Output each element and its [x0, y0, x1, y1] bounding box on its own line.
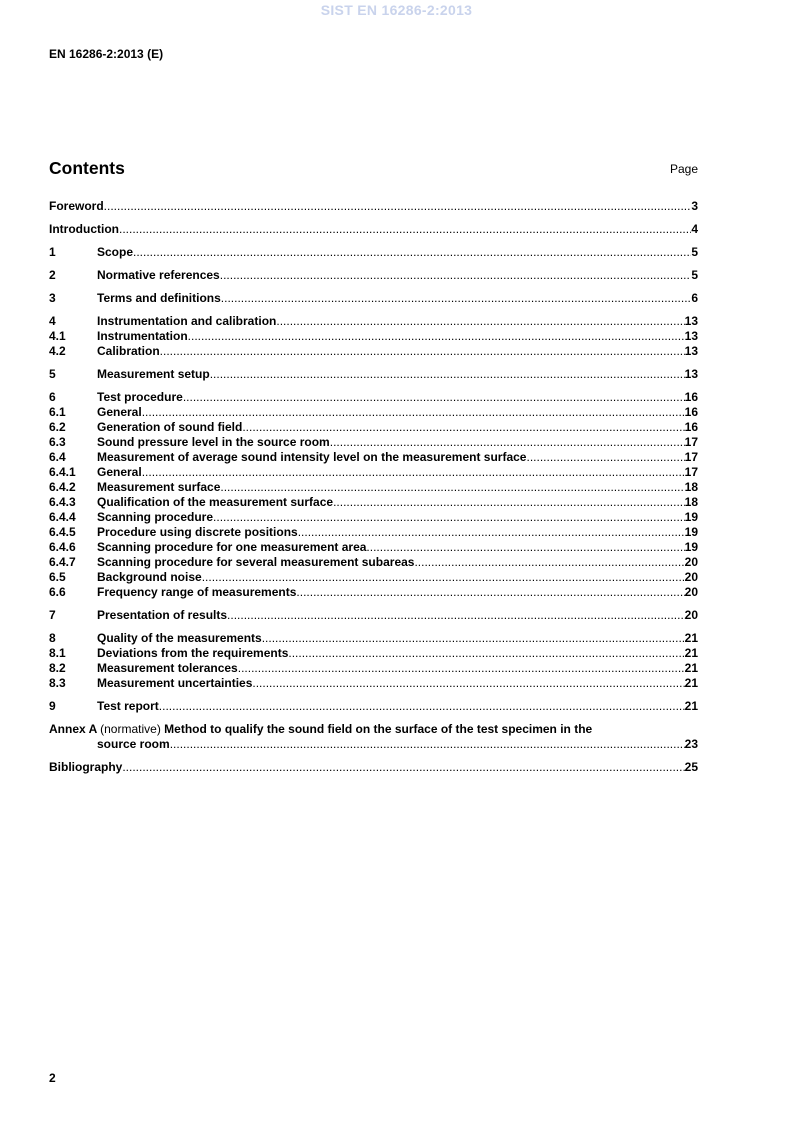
toc-leader — [333, 495, 685, 510]
toc-number: 6.4 — [49, 450, 66, 464]
toc-title: Measurement tolerances — [97, 661, 238, 675]
toc-page: 17 — [684, 435, 698, 449]
toc-number: 6.4.6 — [49, 540, 76, 554]
toc-number: 4.2 — [49, 344, 66, 358]
annex-title: Method to qualify the sound field on the surface of the test specimen in the — [164, 722, 593, 736]
toc-leader — [122, 760, 684, 775]
toc-page: 3 — [691, 199, 698, 213]
toc-title: Procedure using discrete positions — [97, 525, 298, 539]
toc-number: 3 — [49, 291, 56, 305]
toc-number: 1 — [49, 245, 56, 259]
toc-page: 5 — [691, 268, 698, 282]
toc-entry[interactable] — [49, 435, 698, 450]
toc-entry[interactable] — [49, 608, 698, 623]
toc-number: 6 — [49, 390, 56, 404]
toc-entry[interactable] — [49, 405, 698, 420]
toc-entry[interactable] — [49, 367, 698, 382]
toc-title: Generation of sound field — [97, 420, 243, 434]
toc-title: Background noise — [97, 570, 202, 584]
toc-page: 4 — [691, 222, 698, 236]
toc-title: Quality of the measurements — [97, 631, 262, 645]
toc-title: Test procedure — [97, 390, 183, 404]
toc-leader — [142, 405, 685, 420]
toc-number: 6.4.3 — [49, 495, 76, 509]
toc-leader — [221, 291, 692, 306]
toc-page: 19 — [684, 540, 698, 554]
annex-type: (normative) — [100, 722, 161, 736]
toc-number: 4 — [49, 314, 56, 328]
toc-number: 6.4.2 — [49, 480, 76, 494]
toc-title: Terms and definitions — [97, 291, 221, 305]
toc-page: 20 — [684, 585, 698, 599]
toc-page: 19 — [684, 510, 698, 524]
annex-label: Annex A — [49, 722, 97, 736]
toc-entry[interactable] — [49, 480, 698, 495]
annex-title-continued: source room — [97, 737, 170, 751]
toc-leader — [213, 510, 685, 525]
toc-leader — [242, 420, 684, 435]
toc-page: 6 — [691, 291, 698, 305]
toc-entry[interactable] — [49, 495, 698, 510]
toc-title: Sound pressure level in the source room — [97, 435, 330, 449]
toc-number: 6.1 — [49, 405, 66, 419]
toc-leader — [159, 699, 685, 714]
toc-leader — [133, 245, 691, 260]
toc-entry[interactable] — [49, 570, 698, 585]
toc-entry[interactable] — [49, 540, 698, 555]
toc-entry[interactable] — [49, 760, 698, 775]
toc-number: 5 — [49, 367, 56, 381]
toc-entry[interactable] — [49, 314, 698, 329]
toc-page: 20 — [684, 555, 698, 569]
toc-leader — [220, 268, 692, 283]
toc-number: 7 — [49, 608, 56, 622]
toc-title: Bibliography — [49, 760, 123, 774]
toc-leader — [238, 661, 685, 676]
toc-leader — [288, 646, 684, 661]
toc-leader — [104, 199, 692, 214]
toc-page: 16 — [684, 390, 698, 404]
toc-page: 18 — [684, 495, 698, 509]
toc-page: 21 — [684, 631, 698, 645]
toc-title: Introduction — [49, 222, 119, 236]
toc-leader — [296, 585, 684, 600]
toc-number: 6.4.1 — [49, 465, 76, 479]
toc-page: 21 — [684, 646, 698, 660]
toc-number: 6.2 — [49, 420, 66, 434]
toc-page: 5 — [691, 245, 698, 259]
toc-page: 16 — [684, 420, 698, 434]
toc-title: Scope — [97, 245, 134, 259]
page-column-label: Page — [669, 162, 698, 176]
toc-leader — [183, 390, 685, 405]
toc-number: 6.4.4 — [49, 510, 76, 524]
watermark: SIST EN 16286-2:2013 — [320, 2, 473, 18]
toc-title: Frequency range of measurements — [97, 585, 297, 599]
toc-entry[interactable] — [49, 631, 698, 646]
toc-title: General — [97, 405, 142, 419]
toc-title: Scanning procedure — [97, 510, 214, 524]
toc-title: Scanning procedure for several measurement subareas — [97, 555, 415, 569]
toc-title: Instrumentation — [97, 329, 188, 343]
toc-leader — [366, 540, 684, 555]
page-number: 2 — [49, 1071, 56, 1085]
toc-page: 17 — [684, 465, 698, 479]
toc-title: Measurement of average sound intensity level on the measurement surface — [97, 450, 527, 464]
toc-entry[interactable] — [49, 329, 698, 344]
toc-number: 8.1 — [49, 646, 66, 660]
table-of-contents — [49, 199, 698, 775]
toc-leader — [276, 314, 684, 329]
toc-number: 8.2 — [49, 661, 66, 675]
toc-entry-annex[interactable] — [49, 722, 698, 752]
toc-leader — [119, 222, 691, 237]
toc-page: 18 — [684, 480, 698, 494]
toc-leader — [220, 480, 684, 495]
toc-title: Normative references — [97, 268, 220, 282]
toc-page: 21 — [684, 676, 698, 690]
toc-leader — [298, 525, 685, 540]
toc-entry[interactable] — [49, 344, 698, 359]
toc-title: General — [97, 465, 142, 479]
toc-title: Test report — [97, 699, 159, 713]
toc-page: 13 — [684, 314, 698, 328]
toc-page: 19 — [684, 525, 698, 539]
toc-number: 6.6 — [49, 585, 66, 599]
toc-page: 23 — [684, 737, 698, 751]
toc-leader — [330, 435, 685, 450]
toc-leader — [170, 737, 685, 752]
toc-entry[interactable] — [49, 291, 698, 306]
toc-number: 2 — [49, 268, 56, 282]
toc-title: Instrumentation and calibration — [97, 314, 277, 328]
toc-title: Presentation of results — [97, 608, 228, 622]
toc-page: 20 — [684, 608, 698, 622]
toc-title: Measurement surface — [97, 480, 221, 494]
toc-leader — [210, 367, 685, 382]
toc-title: Scanning procedure for one measurement area — [97, 540, 367, 554]
toc-page: 17 — [684, 450, 698, 464]
toc-entry[interactable] — [49, 222, 698, 237]
toc-entry[interactable] — [49, 268, 698, 283]
toc-entry[interactable] — [49, 646, 698, 661]
toc-leader — [414, 555, 684, 570]
toc-leader — [142, 465, 685, 480]
contents-heading: Contents — [49, 158, 125, 178]
toc-entry[interactable] — [49, 525, 698, 540]
toc-entry[interactable] — [49, 661, 698, 676]
toc-entry[interactable] — [49, 585, 698, 600]
toc-page: 13 — [684, 329, 698, 343]
toc-title: Measurement setup — [97, 367, 210, 381]
toc-leader — [202, 570, 685, 585]
toc-entry[interactable] — [49, 676, 698, 691]
document-id: EN 16286-2:2013 (E) — [49, 47, 164, 61]
toc-page: 21 — [684, 661, 698, 675]
toc-leader — [188, 329, 685, 344]
toc-page: 13 — [684, 344, 698, 358]
toc-leader — [160, 344, 685, 359]
toc-entry[interactable] — [49, 390, 698, 405]
toc-entry[interactable] — [49, 555, 698, 570]
toc-leader — [227, 608, 685, 623]
toc-number: 6.3 — [49, 435, 66, 449]
toc-number: 6.4.7 — [49, 555, 76, 569]
toc-entry[interactable] — [49, 699, 698, 714]
toc-title: Foreword — [49, 199, 104, 213]
toc-leader — [252, 676, 684, 691]
toc-title: Measurement uncertainties — [97, 676, 253, 690]
toc-page: 13 — [684, 367, 698, 381]
toc-entry[interactable] — [49, 450, 698, 465]
toc-page: 25 — [684, 760, 698, 774]
toc-number: 4.1 — [49, 329, 66, 343]
toc-number: 6.5 — [49, 570, 66, 584]
toc-title: Calibration — [97, 344, 160, 358]
toc-page: 21 — [684, 699, 698, 713]
toc-leader — [262, 631, 685, 646]
toc-entry[interactable] — [49, 465, 698, 480]
toc-number: 8 — [49, 631, 56, 645]
toc-entry[interactable] — [49, 245, 698, 260]
toc-entry[interactable] — [49, 420, 698, 435]
toc-page: 16 — [684, 405, 698, 419]
toc-title: Deviations from the requirements — [97, 646, 289, 660]
toc-leader — [526, 450, 684, 465]
toc-page: 20 — [684, 570, 698, 584]
toc-number: 8.3 — [49, 676, 66, 690]
toc-number: 9 — [49, 699, 56, 713]
toc-title: Qualification of the measurement surface — [97, 495, 334, 509]
toc-number: 6.4.5 — [49, 525, 76, 539]
toc-entry[interactable] — [49, 199, 698, 214]
toc-entry[interactable] — [49, 510, 698, 525]
